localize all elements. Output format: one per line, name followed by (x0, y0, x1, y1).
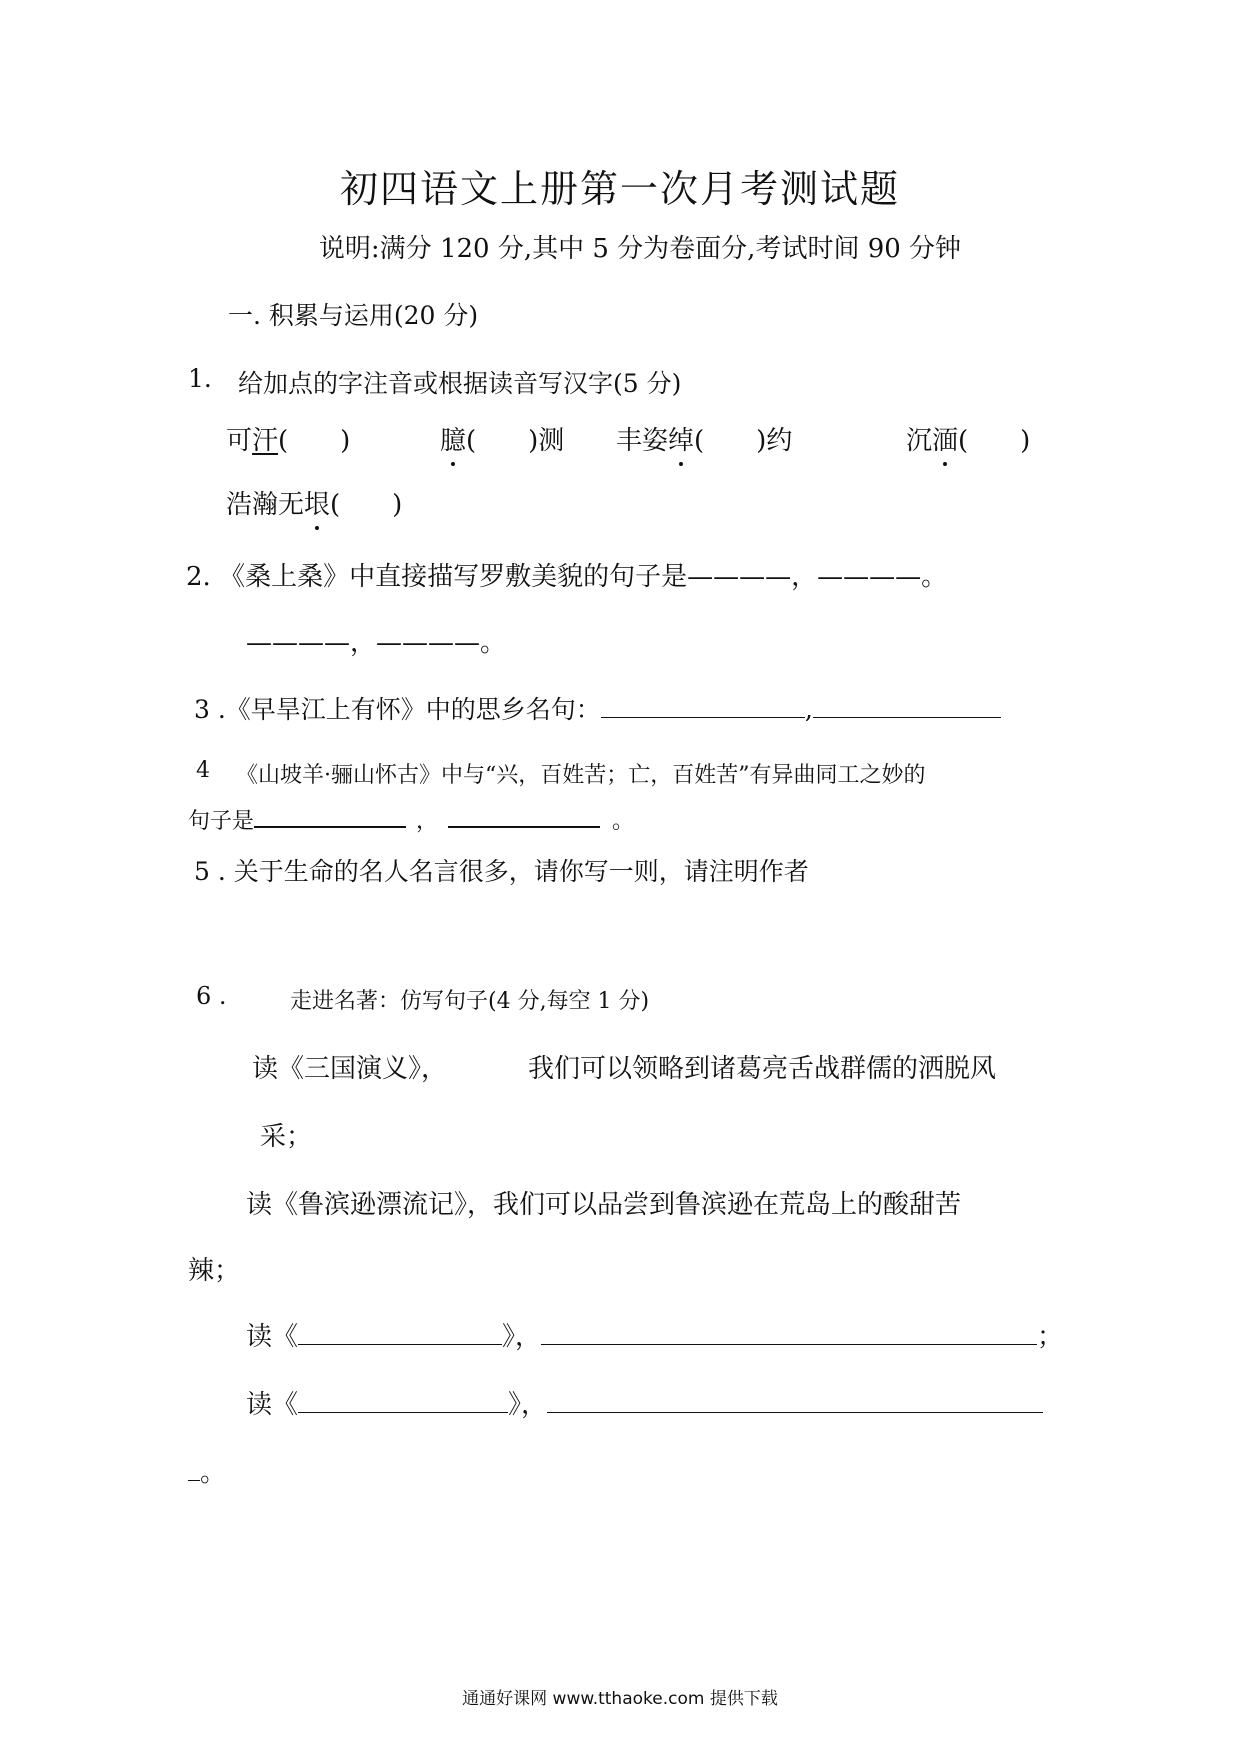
q1-item-b (440, 420, 564, 457)
q2-line2: ————，————。 (246, 628, 507, 658)
q6-example2-part2: 辣； (188, 1256, 241, 1286)
q1-item-b-answer[interactable]: ( )测 (466, 426, 565, 456)
q6-fill2-end: 。 (200, 1458, 227, 1488)
q5-text: 5 . 关于生命的名人名言很多，请你写一则，请注明作者 (194, 857, 809, 886)
q4-line1: 《山坡羊·骊山怀古》中与“兴，百姓苦；亡，百姓苦”有异曲同工之妙的 (236, 763, 926, 788)
q1-item-e (226, 484, 402, 521)
q6-fill2-prefix: 读《 (246, 1390, 299, 1420)
page-title: 初四语文上册第一次月考测试题 (339, 167, 900, 211)
q6-fill-line-1 (246, 1316, 1063, 1353)
q6-example2-part1: 读《鲁滨逊漂流记》，我们可以品尝到鲁滨逊在荒岛上的酸甜苦 (246, 1190, 962, 1220)
q4-comma: ， (416, 809, 439, 834)
q4-period: 。 (612, 809, 635, 834)
q6-fill1-prefix: 读《 (246, 1322, 299, 1352)
q1-item-a-prefix: 可 (226, 426, 253, 456)
q1-item-d-prefix: 沉 (906, 426, 933, 456)
q1-prompt: 给加点的字注音或根据读音写汉字(5 分) (238, 369, 682, 398)
q4-blank-2[interactable] (448, 825, 600, 828)
exam-instructions: 说明:满分 120 分,其中 5 分为卷面分,考试时间 90 分钟 (318, 234, 962, 264)
q1-item-a (226, 420, 350, 457)
q6-fill2-book-blank[interactable] (298, 1411, 508, 1413)
q1-item-d (906, 420, 1030, 457)
q6-fill1-mid: 》， (502, 1322, 542, 1352)
q1-item-d-char: 湎 (932, 420, 958, 457)
q6-example1-part1: 读《三国演义》， (252, 1054, 448, 1084)
q6-fill-line-2 (246, 1384, 1043, 1421)
q1-item-a-char: 汗 (252, 426, 279, 456)
q2-line1: 2. 《桑上桑》中直接描写罗敷美貌的句子是————，————。 (186, 562, 948, 592)
q1-item-c-answer[interactable]: ( )约 (694, 426, 793, 456)
q6-example1-part3: 采； (260, 1122, 313, 1152)
q6-number: 6 . (196, 982, 227, 1010)
q3-comma: , (804, 695, 813, 724)
q3-text (194, 690, 1001, 726)
q6-fill1-end: ； (1037, 1322, 1064, 1352)
q1-item-e-char: 垠 (304, 484, 330, 521)
q1-number: 1. (188, 364, 212, 393)
q1-item-c (616, 420, 792, 457)
q1-item-a-answer[interactable]: ( ) (278, 426, 351, 456)
q1-item-e-prefix: 浩瀚无 (226, 490, 305, 520)
q1-item-d-answer[interactable]: ( ) (958, 426, 1031, 456)
q6-example1-part2: 我们可以领略到诸葛亮舌战群儒的洒脱风 (528, 1054, 997, 1084)
q4-number: 4 (196, 758, 210, 783)
q6-fill2-sentence-blank[interactable] (547, 1411, 1043, 1413)
q6-prompt: 走进名著：仿写句子(4 分,每空 1 分) (290, 989, 650, 1014)
q1-item-e-answer[interactable]: ( ) (330, 490, 403, 520)
q6-fill2-tail-blank[interactable] (188, 1479, 200, 1481)
q3-prompt: 3 .《早旱江上有怀》中的思乡名句： (194, 695, 601, 724)
q3-blank-2[interactable] (813, 716, 1001, 718)
q6-fill2-end-line (188, 1452, 226, 1489)
section-heading: 一. 积累与运用(20 分) (228, 301, 479, 330)
q1-item-c-char: 绰 (668, 420, 694, 457)
q4-line2 (188, 804, 634, 835)
q6-fill1-book-blank[interactable] (298, 1343, 502, 1345)
q4-blank-1[interactable] (254, 825, 406, 828)
footer-source: 通通好课网 www.tthaoke.com 提供下载 (462, 1689, 778, 1709)
q6-fill1-sentence-blank[interactable] (541, 1343, 1037, 1345)
q1-item-c-prefix: 丰姿 (616, 426, 669, 456)
q6-fill2-mid: 》， (508, 1390, 548, 1420)
q3-blank-1[interactable] (601, 716, 805, 718)
q1-item-b-char: 臆 (440, 420, 466, 457)
q4-prefix: 句子是 (188, 809, 255, 834)
